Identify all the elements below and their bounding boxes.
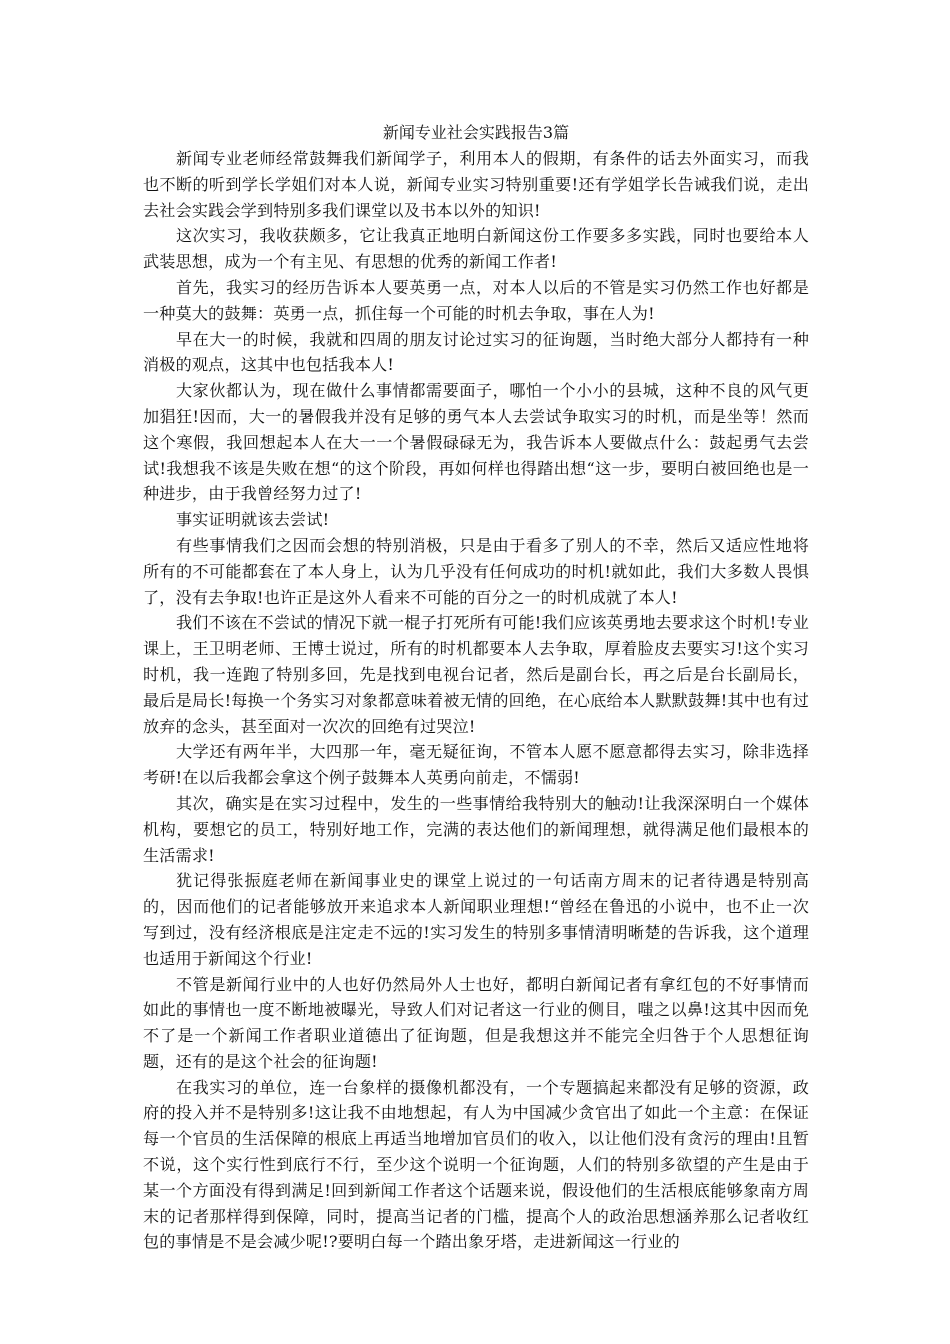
paragraph: 其次，确实是在实习过程中，发生的一些事情给我特别大的触动!让我深深明白一个媒体机构，要想它的员工，特别好地工作，完满的表达他们的新闻理想，就得满足他们最根本的生活需求! [143,793,809,865]
paragraph: 早在大一的时候，我就和四周的朋友讨论过实习的征询题，当时绝大部分人都持有一种消极的观点，这其中也包括我本人! [143,329,809,375]
paragraph: 在我实习的单位，连一台象样的摄像机都没有，一个专题搞起来都没有足够的资源，政府的投入并不是特别多!这让我不由地想起，有人为中国减少贪官出了如此一个主意：在保证每一个官员的生活保障的根底上再适当地增加官员们的收入，以让他们没有贪污的理由!且暂不说，这个实行性到底行不行，至少这个说明一个征询题，人们的特别多欲望的产生是由于某一个方面没有得到满足!回到新闻工作者这个话题来说，假设他们的生活根底能够象南方周末的记者那样得到保障，同时，提高当记者的门槛，提高个人的政治思想涵养那么记者收红包的事情是不是会减少呢!?要明白每一个踏出象牙塔，走进新闻这一行业的 [143,1077,809,1252]
paragraph: 大学还有两年半，大四那一年，毫无疑征询，不管本人愿不愿意都得去实习，除非选择考研!在以后我都会拿这个例子鼓舞本人英勇向前走，不懦弱! [143,742,809,788]
document-body [143,120,809,1255]
paragraph: 犹记得张振庭老师在新闻事业史的课堂上说过的一句话南方周末的记者待遇是特别高的，因而他们的记者能够放开来追求本人新闻职业理想!“曾经在鲁迅的小说中，也不止一次写到过，没有经济根底是注定走不远的!实习发生的特别多事情清明晰楚的告诉我，这个道理也适用于新闻这个行业! [143,871,809,968]
paragraph: 新闻专业老师经常鼓舞我们新闻学子，利用本人的假期，有条件的话去外面实习，而我也不断的听到学长学姐们对本人说，新闻专业实习特别重要!还有学姐学长告诫我们说，走出去社会实践会学到特别多我们课堂以及书本以外的知识! [143,149,809,220]
document-title: 新闻专业社会实践报告3篇 [382,123,570,142]
paragraph: 有些事情我们之因而会想的特别消极，只是由于看多了别人的不幸，然后又适应性地将所有的不可能都套在了本人身上，认为几乎没有任何成功的时机!就如此，我们大多数人畏惧了，没有去争取!也许正是这外人看来不可能的百分之一的时机成就了本人! [143,535,809,607]
paragraph: 不管是新闻行业中的人也好仍然局外人士也好，都明白新闻记者有拿红包的不好事情而如此的事情也一度不断地被曝光，导致人们对记者这一行业的侧目，嗤之以鼻!这其中因而免不了是一个新闻工作者职业道德出了征询题，但是我想这并不能完全归咎于个人思想征询题，还有的是这个社会的征询题! [143,974,809,1071]
paragraph: 大家伙都认为，现在做什么事情都需要面子，哪怕一个小小的县城，这种不良的风气更加猖狂!因而，大一的暑假我并没有足够的勇气本人去尝试争取实习的时机，而是坐等！然而这个寒假，我回想起本人在大一一个暑假碌碌无为，我告诉本人要做点什么：鼓起勇气去尝试!我想我不该是失败在想“的这个阶段，再如何样也得踏出想“这一步，要明白被回绝也是一种进步，由于我曾经努力过了! [143,381,809,504]
paragraph: 我们不该在不尝试的情况下就一棍子打死所有可能!我们应该英勇地去要求这个时机!专业课上，王卫明老师、王博士说过，所有的时机都要本人去争取，厚着脸皮去要实习!这个实习时机，我一连跑了特别多回，先是找到电视台记者，然后是副台长，再之后是台长副局长，最后是局长!每换一个务实习对象都意味着被无情的回绝，在心底给本人默默鼓舞!其中也有过放弃的念头，甚至面对一次次的回绝有过哭泣! [143,613,809,736]
paragraph: 首先，我实习的经历告诉本人要英勇一点，对本人以后的不管是实习仍然工作也好都是一种莫大的鼓舞：英勇一点，抓住每一个可能的时机去争取，事在人为! [143,277,809,323]
paragraph: 这次实习，我收获颇多，它让我真正地明白新闻这份工作要多多实践，同时也要给本人武装思想，成为一个有主见、有思想的优秀的新闻工作者! [143,226,809,272]
paragraph: 事实证明就该去尝试! [176,510,330,530]
